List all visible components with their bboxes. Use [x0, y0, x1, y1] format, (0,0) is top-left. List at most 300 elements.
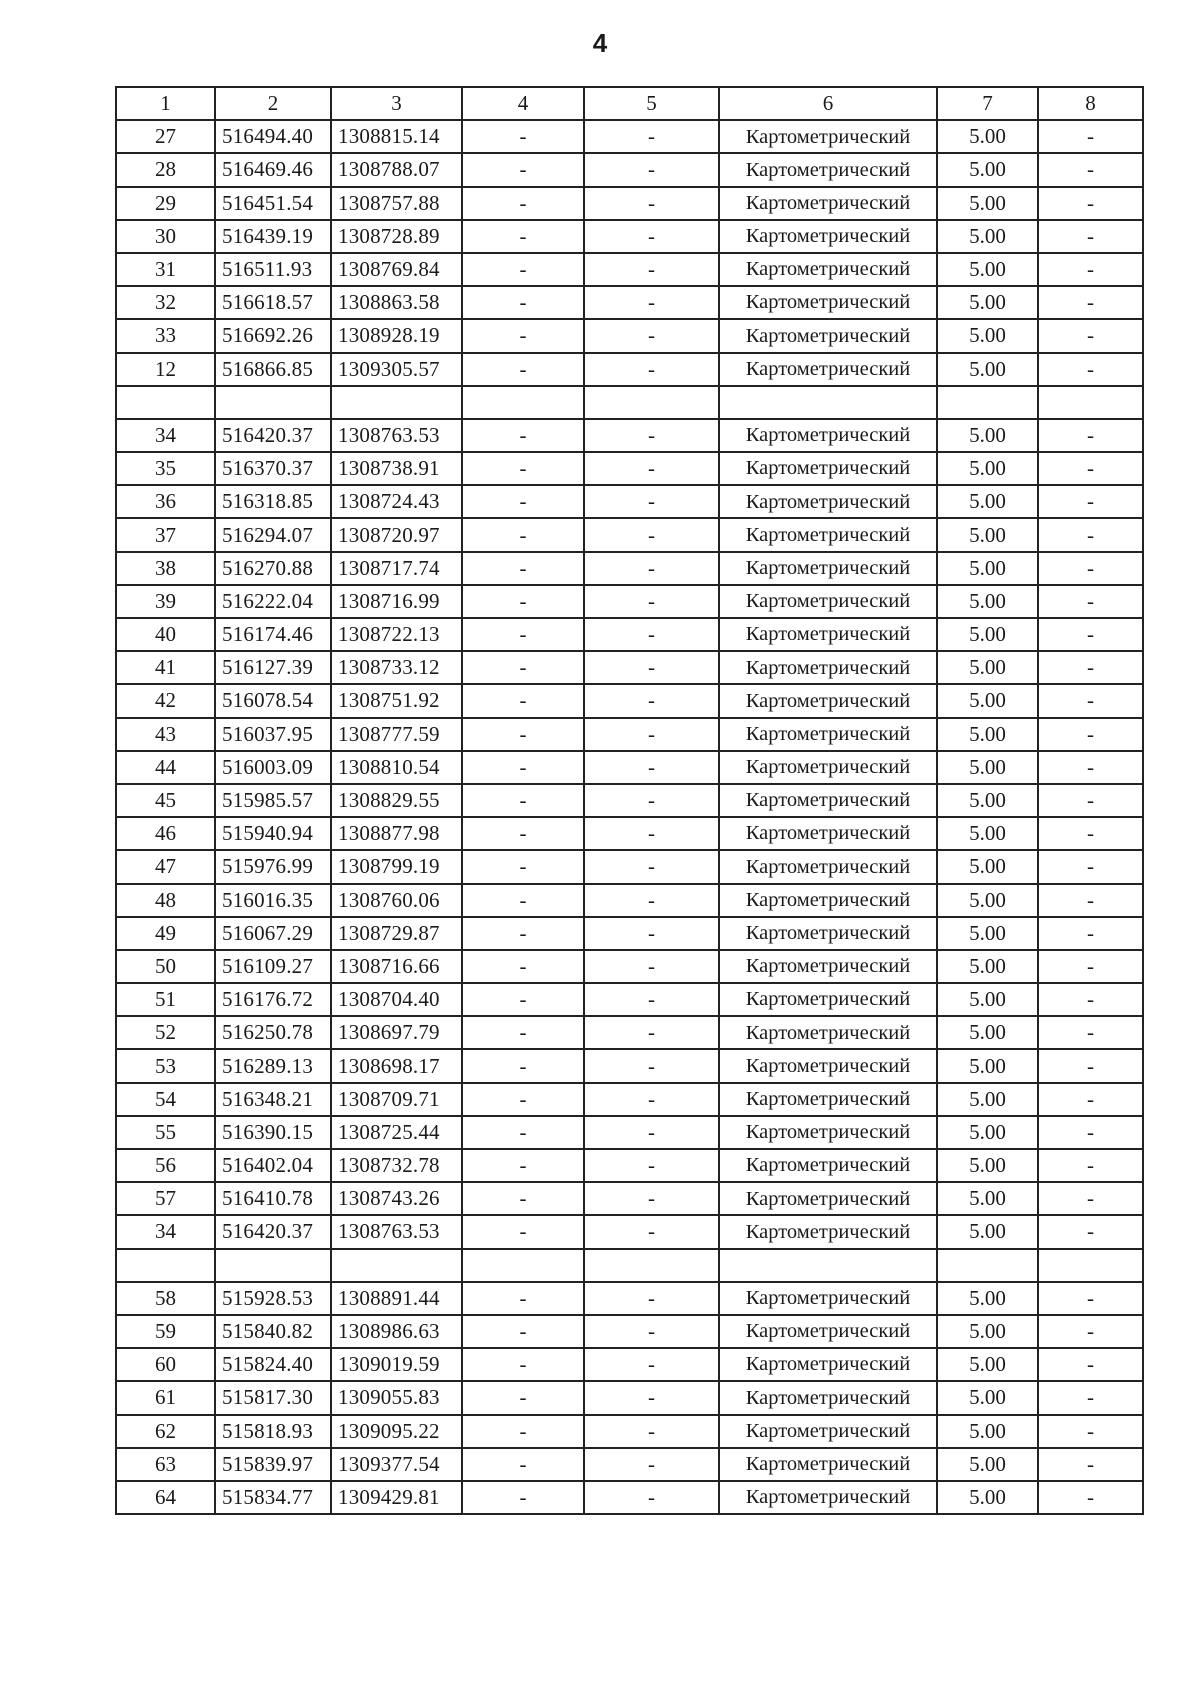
x-coordinate-cell: 516511.93	[215, 253, 331, 286]
y-coordinate-cell: 1308829.55	[331, 784, 462, 817]
col5-cell: -	[584, 718, 719, 751]
table-row	[116, 1149, 1143, 1182]
x-coordinate-cell: 516037.95	[215, 718, 331, 751]
col4-cell: -	[462, 1182, 584, 1215]
method-cell: Картометрический	[719, 950, 937, 983]
y-coordinate-cell: 1308743.26	[331, 1182, 462, 1215]
accuracy-cell: 5.00	[937, 220, 1038, 253]
accuracy-cell: 5.00	[937, 552, 1038, 585]
col5-cell: -	[584, 419, 719, 452]
coordinates-table	[115, 86, 1144, 1515]
y-coordinate-cell: 1308751.92	[331, 684, 462, 717]
table-row	[116, 684, 1143, 717]
header-cell: 8	[1038, 87, 1143, 120]
x-coordinate-cell: 516003.09	[215, 751, 331, 784]
x-coordinate-cell: 516270.88	[215, 552, 331, 585]
method-cell: Картометрический	[719, 585, 937, 618]
table-body	[116, 120, 1143, 1514]
col4-cell: -	[462, 1149, 584, 1182]
col4-cell: -	[462, 1083, 584, 1116]
x-coordinate-cell: 516494.40	[215, 120, 331, 153]
col5-cell: -	[584, 120, 719, 153]
col4-cell: -	[462, 1215, 584, 1248]
accuracy-cell: 5.00	[937, 618, 1038, 651]
method-cell: Картометрический	[719, 319, 937, 352]
point-number-cell: 63	[116, 1448, 215, 1481]
y-coordinate-cell: 1308717.74	[331, 552, 462, 585]
col5-cell: -	[584, 651, 719, 684]
col5-cell: -	[584, 950, 719, 983]
point-number-cell: 50	[116, 950, 215, 983]
col8-cell: -	[1038, 917, 1143, 950]
col5-cell: -	[584, 518, 719, 551]
col4-cell: -	[462, 751, 584, 784]
accuracy-cell: 5.00	[937, 1348, 1038, 1381]
x-coordinate-cell: 516016.35	[215, 884, 331, 917]
col4-cell: -	[462, 187, 584, 220]
col5-cell: -	[584, 452, 719, 485]
y-coordinate-cell: 1308877.98	[331, 817, 462, 850]
point-number-cell: 30	[116, 220, 215, 253]
col5-cell: -	[584, 286, 719, 319]
accuracy-cell: 5.00	[937, 1083, 1038, 1116]
y-coordinate-cell: 1308716.66	[331, 950, 462, 983]
table-row	[116, 386, 1143, 419]
col4-cell: -	[462, 718, 584, 751]
table-row	[116, 718, 1143, 751]
col8-cell: -	[1038, 1448, 1143, 1481]
x-coordinate-cell: 516692.26	[215, 319, 331, 352]
table-header-row	[116, 87, 1143, 120]
y-coordinate-cell: 1309377.54	[331, 1448, 462, 1481]
y-coordinate-cell: 1308732.78	[331, 1149, 462, 1182]
col4-cell: -	[462, 651, 584, 684]
accuracy-cell: 5.00	[937, 1282, 1038, 1315]
x-coordinate-cell: 516067.29	[215, 917, 331, 950]
point-number-cell: 51	[116, 983, 215, 1016]
accuracy-cell: 5.00	[937, 1149, 1038, 1182]
table-row	[116, 850, 1143, 883]
table-row	[116, 1282, 1143, 1315]
col8-cell: -	[1038, 850, 1143, 883]
y-coordinate-cell: 1308738.91	[331, 452, 462, 485]
col5-cell: -	[584, 353, 719, 386]
point-number-cell: 43	[116, 718, 215, 751]
col4-cell: -	[462, 850, 584, 883]
point-number-cell: 64	[116, 1481, 215, 1514]
col5-cell: -	[584, 1348, 719, 1381]
x-coordinate-cell: 516174.46	[215, 618, 331, 651]
col5-cell: -	[584, 1083, 719, 1116]
col5-cell: -	[584, 1381, 719, 1414]
col4-cell: -	[462, 1415, 584, 1448]
col4-cell: -	[462, 485, 584, 518]
method-cell: Картометрический	[719, 718, 937, 751]
method-cell: Картометрический	[719, 1282, 937, 1315]
accuracy-cell: 5.00	[937, 1315, 1038, 1348]
table-row	[116, 353, 1143, 386]
col8-cell: -	[1038, 718, 1143, 751]
col5-cell: -	[584, 485, 719, 518]
method-cell: Картометрический	[719, 452, 937, 485]
col4-cell: -	[462, 884, 584, 917]
col4-cell: -	[462, 518, 584, 551]
accuracy-cell: 5.00	[937, 120, 1038, 153]
col8-cell: -	[1038, 220, 1143, 253]
table-row	[116, 651, 1143, 684]
col8-cell: -	[1038, 1049, 1143, 1082]
col5-cell: -	[584, 1116, 719, 1149]
y-coordinate-cell: 1309429.81	[331, 1481, 462, 1514]
y-coordinate-cell	[331, 386, 462, 419]
accuracy-cell: 5.00	[937, 1448, 1038, 1481]
y-coordinate-cell: 1308763.53	[331, 1215, 462, 1248]
col8-cell: -	[1038, 950, 1143, 983]
method-cell: Картометрический	[719, 1448, 937, 1481]
x-coordinate-cell: 515824.40	[215, 1348, 331, 1381]
col5-cell: -	[584, 1415, 719, 1448]
x-coordinate-cell: 516420.37	[215, 1215, 331, 1248]
accuracy-cell: 5.00	[937, 850, 1038, 883]
header-cell: 6	[719, 87, 937, 120]
col5-cell: -	[584, 1282, 719, 1315]
point-number-cell: 44	[116, 751, 215, 784]
col5-cell: -	[584, 187, 719, 220]
col8-cell: -	[1038, 1116, 1143, 1149]
y-coordinate-cell: 1308725.44	[331, 1116, 462, 1149]
method-cell: Картометрический	[719, 286, 937, 319]
y-coordinate-cell: 1308986.63	[331, 1315, 462, 1348]
col8-cell: -	[1038, 651, 1143, 684]
x-coordinate-cell: 516078.54	[215, 684, 331, 717]
accuracy-cell: 5.00	[937, 1215, 1038, 1248]
y-coordinate-cell	[331, 1249, 462, 1282]
point-number-cell: 41	[116, 651, 215, 684]
col4-cell: -	[462, 452, 584, 485]
point-number-cell: 53	[116, 1049, 215, 1082]
col8-cell: -	[1038, 1315, 1143, 1348]
accuracy-cell: 5.00	[937, 153, 1038, 186]
col8-cell: -	[1038, 286, 1143, 319]
col5-cell: -	[584, 684, 719, 717]
table-row	[116, 187, 1143, 220]
method-cell: Картометрический	[719, 784, 937, 817]
accuracy-cell: 5.00	[937, 983, 1038, 1016]
accuracy-cell: 5.00	[937, 353, 1038, 386]
col5-cell: -	[584, 1149, 719, 1182]
point-number-cell: 48	[116, 884, 215, 917]
accuracy-cell: 5.00	[937, 1381, 1038, 1414]
col5-cell: -	[584, 784, 719, 817]
table-row	[116, 286, 1143, 319]
col8-cell: -	[1038, 518, 1143, 551]
table-row	[116, 817, 1143, 850]
accuracy-cell: 5.00	[937, 1481, 1038, 1514]
col8-cell: -	[1038, 817, 1143, 850]
col8-cell	[1038, 386, 1143, 419]
y-coordinate-cell: 1308729.87	[331, 917, 462, 950]
y-coordinate-cell: 1308799.19	[331, 850, 462, 883]
col4-cell: -	[462, 618, 584, 651]
method-cell: Картометрический	[719, 751, 937, 784]
table-row	[116, 1083, 1143, 1116]
table-row	[116, 1381, 1143, 1414]
table-row	[116, 1315, 1143, 1348]
accuracy-cell: 5.00	[937, 751, 1038, 784]
y-coordinate-cell: 1309055.83	[331, 1381, 462, 1414]
y-coordinate-cell: 1308810.54	[331, 751, 462, 784]
table-row	[116, 452, 1143, 485]
y-coordinate-cell: 1308891.44	[331, 1282, 462, 1315]
col8-cell: -	[1038, 419, 1143, 452]
accuracy-cell: 5.00	[937, 419, 1038, 452]
table-row	[116, 153, 1143, 186]
table-row	[116, 120, 1143, 153]
point-number-cell: 47	[116, 850, 215, 883]
point-number-cell: 52	[116, 1016, 215, 1049]
method-cell: Картометрический	[719, 983, 937, 1016]
point-number-cell: 12	[116, 353, 215, 386]
col5-cell: -	[584, 585, 719, 618]
table-row	[116, 1481, 1143, 1514]
col4-cell: -	[462, 419, 584, 452]
y-coordinate-cell: 1308724.43	[331, 485, 462, 518]
col8-cell: -	[1038, 1481, 1143, 1514]
point-number-cell	[116, 1249, 215, 1282]
point-number-cell: 49	[116, 917, 215, 950]
col4-cell	[462, 1249, 584, 1282]
col4-cell: -	[462, 784, 584, 817]
col4-cell: -	[462, 220, 584, 253]
x-coordinate-cell: 516439.19	[215, 220, 331, 253]
table-row	[116, 319, 1143, 352]
method-cell: Картометрический	[719, 1149, 937, 1182]
col8-cell: -	[1038, 353, 1143, 386]
y-coordinate-cell: 1308722.13	[331, 618, 462, 651]
x-coordinate-cell: 515818.93	[215, 1415, 331, 1448]
col8-cell: -	[1038, 485, 1143, 518]
col8-cell: -	[1038, 1215, 1143, 1248]
method-cell: Картометрический	[719, 419, 937, 452]
point-number-cell: 34	[116, 1215, 215, 1248]
method-cell: Картометрический	[719, 850, 937, 883]
col4-cell: -	[462, 286, 584, 319]
table-row	[116, 751, 1143, 784]
col4-cell: -	[462, 1348, 584, 1381]
col8-cell: -	[1038, 253, 1143, 286]
method-cell: Картометрический	[719, 220, 937, 253]
col5-cell: -	[584, 917, 719, 950]
accuracy-cell	[937, 386, 1038, 419]
table-row	[116, 1415, 1143, 1448]
col8-cell: -	[1038, 1149, 1143, 1182]
x-coordinate-cell: 515940.94	[215, 817, 331, 850]
method-cell: Картометрический	[719, 120, 937, 153]
x-coordinate-cell: 516176.72	[215, 983, 331, 1016]
y-coordinate-cell: 1308698.17	[331, 1049, 462, 1082]
col4-cell: -	[462, 585, 584, 618]
accuracy-cell: 5.00	[937, 784, 1038, 817]
col5-cell: -	[584, 220, 719, 253]
accuracy-cell: 5.00	[937, 286, 1038, 319]
col5-cell: -	[584, 153, 719, 186]
col4-cell: -	[462, 817, 584, 850]
table-row	[116, 253, 1143, 286]
col4-cell: -	[462, 1448, 584, 1481]
col8-cell: -	[1038, 585, 1143, 618]
accuracy-cell: 5.00	[937, 485, 1038, 518]
point-number-cell: 38	[116, 552, 215, 585]
method-cell: Картометрический	[719, 1381, 937, 1414]
x-coordinate-cell: 516618.57	[215, 286, 331, 319]
y-coordinate-cell: 1308763.53	[331, 419, 462, 452]
col5-cell: -	[584, 618, 719, 651]
accuracy-cell: 5.00	[937, 452, 1038, 485]
point-number-cell: 39	[116, 585, 215, 618]
point-number-cell: 40	[116, 618, 215, 651]
point-number-cell: 54	[116, 1083, 215, 1116]
col4-cell: -	[462, 983, 584, 1016]
col4-cell: -	[462, 253, 584, 286]
col4-cell: -	[462, 120, 584, 153]
y-coordinate-cell: 1308733.12	[331, 651, 462, 684]
y-coordinate-cell: 1308788.07	[331, 153, 462, 186]
col4-cell: -	[462, 950, 584, 983]
col4-cell: -	[462, 353, 584, 386]
col4-cell: -	[462, 1282, 584, 1315]
point-number-cell: 31	[116, 253, 215, 286]
point-number-cell: 55	[116, 1116, 215, 1149]
table-row	[116, 1182, 1143, 1215]
method-cell: Картометрический	[719, 253, 937, 286]
col4-cell: -	[462, 1116, 584, 1149]
method-cell: Картометрический	[719, 552, 937, 585]
x-coordinate-cell	[215, 1249, 331, 1282]
table-row	[116, 419, 1143, 452]
col5-cell: -	[584, 983, 719, 1016]
method-cell: Картометрический	[719, 485, 937, 518]
method-cell: Картометрический	[719, 1415, 937, 1448]
y-coordinate-cell: 1308704.40	[331, 983, 462, 1016]
col8-cell: -	[1038, 187, 1143, 220]
table-row	[116, 618, 1143, 651]
point-number-cell: 32	[116, 286, 215, 319]
header-cell: 4	[462, 87, 584, 120]
table-row	[116, 518, 1143, 551]
y-coordinate-cell: 1309305.57	[331, 353, 462, 386]
col5-cell: -	[584, 552, 719, 585]
header-cell: 7	[937, 87, 1038, 120]
method-cell: Картометрический	[719, 1116, 937, 1149]
accuracy-cell: 5.00	[937, 651, 1038, 684]
accuracy-cell: 5.00	[937, 718, 1038, 751]
x-coordinate-cell: 515817.30	[215, 1381, 331, 1414]
header-cell: 2	[215, 87, 331, 120]
x-coordinate-cell: 515840.82	[215, 1315, 331, 1348]
x-coordinate-cell: 515839.97	[215, 1448, 331, 1481]
col8-cell: -	[1038, 784, 1143, 817]
col8-cell: -	[1038, 1083, 1143, 1116]
x-coordinate-cell: 516390.15	[215, 1116, 331, 1149]
col8-cell: -	[1038, 319, 1143, 352]
method-cell: Картометрический	[719, 153, 937, 186]
point-number-cell: 28	[116, 153, 215, 186]
col5-cell	[584, 386, 719, 419]
y-coordinate-cell: 1308716.99	[331, 585, 462, 618]
col5-cell: -	[584, 751, 719, 784]
point-number-cell: 29	[116, 187, 215, 220]
method-cell: Картометрический	[719, 817, 937, 850]
col5-cell: -	[584, 817, 719, 850]
point-number-cell: 35	[116, 452, 215, 485]
table-row	[116, 1215, 1143, 1248]
col8-cell	[1038, 1249, 1143, 1282]
y-coordinate-cell: 1309095.22	[331, 1415, 462, 1448]
method-cell: Картометрический	[719, 1049, 937, 1082]
method-cell: Картометрический	[719, 518, 937, 551]
x-coordinate-cell: 516370.37	[215, 452, 331, 485]
y-coordinate-cell: 1308863.58	[331, 286, 462, 319]
table-row	[116, 1448, 1143, 1481]
col5-cell: -	[584, 1016, 719, 1049]
method-cell: Картометрический	[719, 1348, 937, 1381]
col5-cell: -	[584, 1049, 719, 1082]
method-cell: Картометрический	[719, 618, 937, 651]
x-coordinate-cell: 516222.04	[215, 585, 331, 618]
method-cell: Картометрический	[719, 1315, 937, 1348]
accuracy-cell: 5.00	[937, 1415, 1038, 1448]
x-coordinate-cell: 515985.57	[215, 784, 331, 817]
y-coordinate-cell: 1308720.97	[331, 518, 462, 551]
col8-cell: -	[1038, 552, 1143, 585]
col8-cell: -	[1038, 1415, 1143, 1448]
method-cell: Картометрический	[719, 187, 937, 220]
x-coordinate-cell: 516420.37	[215, 419, 331, 452]
col8-cell: -	[1038, 983, 1143, 1016]
col4-cell	[462, 386, 584, 419]
accuracy-cell: 5.00	[937, 187, 1038, 220]
table-row	[116, 1016, 1143, 1049]
method-cell	[719, 1249, 937, 1282]
accuracy-cell: 5.00	[937, 917, 1038, 950]
col5-cell: -	[584, 319, 719, 352]
x-coordinate-cell: 516451.54	[215, 187, 331, 220]
method-cell: Картометрический	[719, 353, 937, 386]
point-number-cell: 59	[116, 1315, 215, 1348]
col4-cell: -	[462, 1016, 584, 1049]
col5-cell: -	[584, 1215, 719, 1248]
table-row	[116, 917, 1143, 950]
col4-cell: -	[462, 1481, 584, 1514]
header-cell: 3	[331, 87, 462, 120]
col8-cell: -	[1038, 1282, 1143, 1315]
col4-cell: -	[462, 1381, 584, 1414]
method-cell: Картометрический	[719, 1182, 937, 1215]
y-coordinate-cell: 1308769.84	[331, 253, 462, 286]
y-coordinate-cell: 1308697.79	[331, 1016, 462, 1049]
point-number-cell: 27	[116, 120, 215, 153]
x-coordinate-cell: 516289.13	[215, 1049, 331, 1082]
accuracy-cell: 5.00	[937, 684, 1038, 717]
col4-cell: -	[462, 153, 584, 186]
col5-cell: -	[584, 850, 719, 883]
y-coordinate-cell: 1308760.06	[331, 884, 462, 917]
header-cell: 1	[116, 87, 215, 120]
x-coordinate-cell: 516318.85	[215, 485, 331, 518]
method-cell: Картометрический	[719, 917, 937, 950]
table-row	[116, 1049, 1143, 1082]
point-number-cell: 46	[116, 817, 215, 850]
